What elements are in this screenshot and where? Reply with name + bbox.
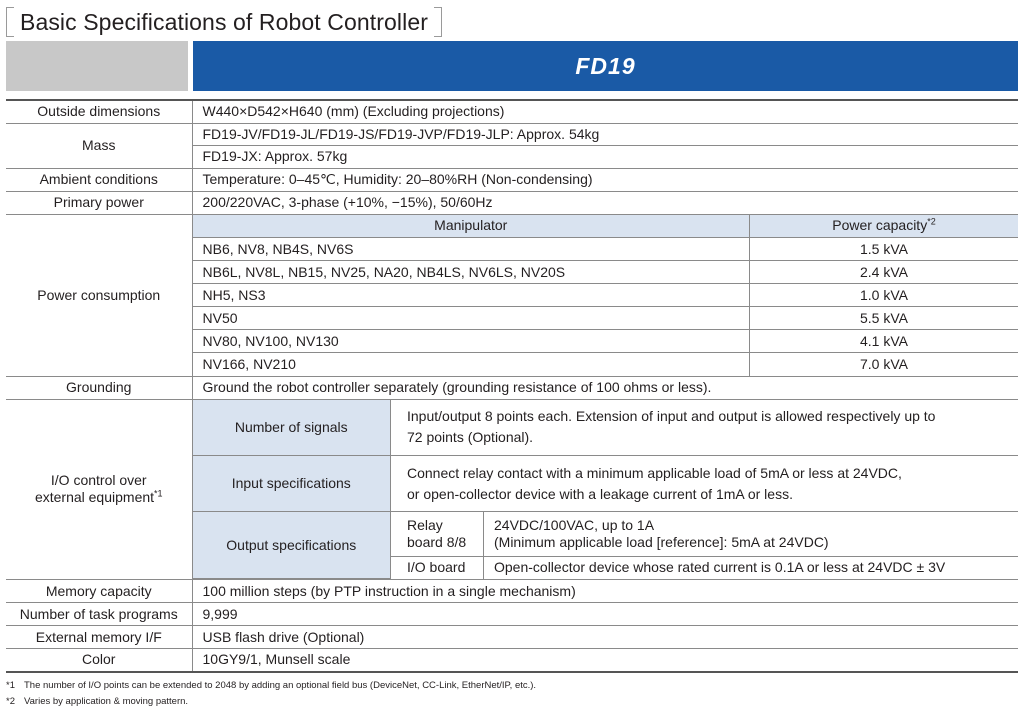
label-number-of-signals: Number of signals [193, 400, 391, 456]
io-control-cell [192, 399, 1018, 580]
manipulator-cell: NV50 [193, 307, 750, 330]
row-mass-1 [6, 123, 1018, 145]
value-memory-capacity: 100 million steps (by PTP instruction in a single mechanism) [192, 580, 1018, 603]
manipulator-cell: NH5, NS3 [193, 284, 750, 307]
spec-table [6, 99, 1018, 673]
row-color [6, 649, 1018, 672]
capacity-cell: 1.0 kVA [750, 284, 1019, 307]
value-mass-1: FD19-JV/FD19-JL/FD19-JS/FD19-JVP/FD19-JLP: Approx. 54kg [192, 123, 1018, 145]
footnote-mark-1: *1 [6, 680, 15, 691]
footnote-mark-2: *2 [6, 696, 15, 707]
capacity-cell: 4.1 kVA [750, 330, 1019, 353]
value-mass-2: FD19-JX: Approx. 57kg [192, 145, 1018, 168]
row-external-memory [6, 626, 1018, 649]
io-signals-row [193, 400, 1019, 456]
io-input-row [193, 456, 1019, 512]
footnote-1 [6, 678, 536, 694]
footnote-text-2: Varies by application & moving pattern. [24, 696, 189, 707]
header-model-block [193, 41, 1018, 91]
row-ambient-conditions [6, 168, 1018, 191]
label-primary-power: Primary power [6, 191, 192, 214]
header-power-capacity: Power capacity$^{*2}$ [750, 215, 1019, 238]
value-number-of-signals: Input/output 8 points each. Extension of input and output is allowed respectively up to 72 points (Optional). [391, 400, 1019, 456]
io-relay-row [193, 512, 1019, 557]
power-row [193, 261, 1019, 284]
label-external-memory: External memory I/F [6, 626, 192, 649]
value-input-specifications: Connect relay contact with a minimum applicable load of 5mA or less at 24VDC, or open-collector device with a leakage current of 1mA or less. [391, 456, 1019, 512]
footnote-ref-2: *2 [927, 216, 936, 227]
label-io-control: I/O control over external equipment$^{*1}$ [6, 399, 192, 580]
power-row [193, 307, 1019, 330]
label-memory-capacity: Memory capacity [6, 580, 192, 603]
right-bracket [434, 7, 442, 37]
footnote-text-1: The number of I/O points can be extended to 2048 by adding an optional field bus (DeviceNet, CC-Link, EtherNet/IP, etc.). [24, 680, 537, 691]
label-grounding: Grounding [6, 376, 192, 399]
label-power-consumption: Power consumption [6, 214, 192, 376]
value-external-memory: USB flash drive (Optional) [192, 626, 1018, 649]
io-table [193, 400, 1019, 580]
left-bracket [6, 7, 14, 37]
value-primary-power: 200/220VAC, 3-phase (+10%, −15%), 50/60Hz [192, 191, 1018, 214]
row-grounding [6, 376, 1018, 399]
power-table [193, 215, 1019, 376]
capacity-cell: 2.4 kVA [750, 261, 1019, 284]
row-power-consumption [6, 214, 1018, 376]
power-row [193, 238, 1019, 261]
row-task-programs [6, 603, 1018, 626]
value-outside-dimensions: W440×D542×H640 (mm) (Excluding projections) [192, 100, 1018, 123]
model-name: FD19 [575, 52, 636, 79]
label-color: Color [6, 649, 192, 672]
manipulator-cell: NV166, NV210 [193, 353, 750, 376]
manipulator-cell: NB6, NV8, NB4S, NV6S [193, 238, 750, 261]
row-primary-power [6, 191, 1018, 214]
power-header-row [193, 215, 1019, 238]
power-row [193, 353, 1019, 376]
label-mass: Mass [6, 123, 192, 168]
label-outside-dimensions: Outside dimensions [6, 100, 192, 123]
value-ambient-conditions: Temperature: 0–45℃, Humidity: 20–80%RH (Non-condensing) [192, 168, 1018, 191]
manipulator-cell: NV80, NV100, NV130 [193, 330, 750, 353]
label-output-specifications: Output specifications [193, 512, 391, 579]
power-row [193, 284, 1019, 307]
row-memory-capacity [6, 580, 1018, 603]
label-task-programs: Number of task programs [6, 603, 192, 626]
header-manipulator: Manipulator [193, 215, 750, 238]
footnotes [6, 678, 536, 710]
label-io-board: I/O board [391, 557, 484, 579]
capacity-cell: 7.0 kVA [750, 353, 1019, 376]
header-gray-block [6, 41, 188, 91]
value-relay-board: 24VDC/100VAC, up to 1A (Minimum applicable load [reference]: 5mA at 24VDC) [484, 512, 1019, 557]
label-input-specifications: Input specifications [193, 456, 391, 512]
footnote-2 [6, 694, 536, 710]
value-io-board: Open-collector device whose rated current is 0.1A or less at 24VDC ± 3V [484, 557, 1019, 579]
capacity-cell: 5.5 kVA [750, 307, 1019, 330]
row-outside-dimensions [6, 100, 1018, 123]
value-color: 10GY9/1, Munsell scale [192, 649, 1018, 672]
label-ambient-conditions: Ambient conditions [6, 168, 192, 191]
page-title: Basic Specifications of Robot Controller [20, 8, 428, 35]
label-relay-board: Relay board 8/8 [391, 512, 484, 557]
value-task-programs: 9,999 [192, 603, 1018, 626]
power-row [193, 330, 1019, 353]
value-grounding: Ground the robot controller separately (grounding resistance of 100 ohms or less). [192, 376, 1018, 399]
title-box [6, 6, 442, 38]
capacity-cell: 1.5 kVA [750, 238, 1019, 261]
row-io-control [6, 399, 1018, 580]
footnote-ref-1: *1 [154, 488, 163, 499]
power-consumption-cell [192, 214, 1018, 376]
manipulator-cell: NB6L, NV8L, NB15, NV25, NA20, NB4LS, NV6LS, NV20S [193, 261, 750, 284]
